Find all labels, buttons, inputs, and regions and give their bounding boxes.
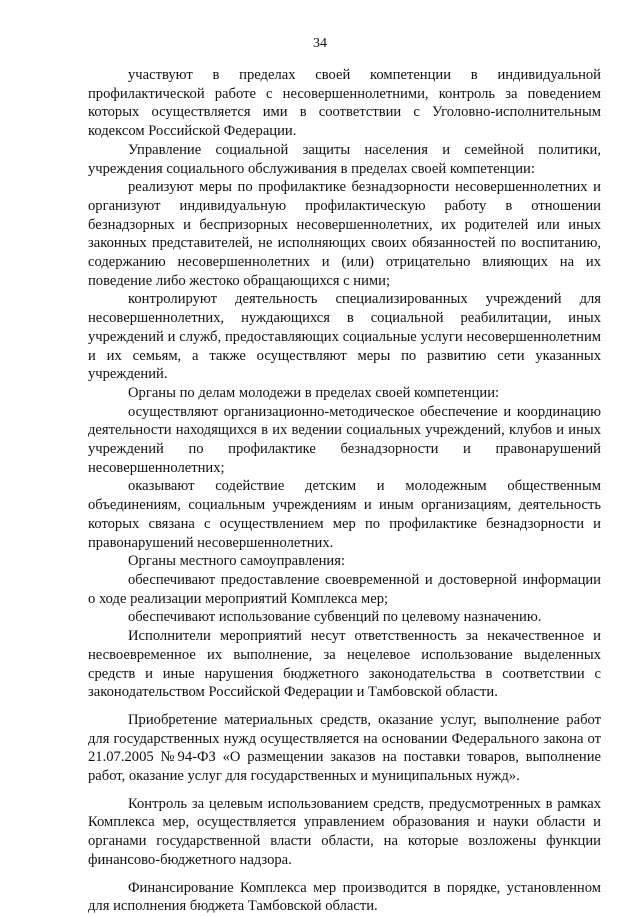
paragraph: обеспечивают использование субвенций по целевому назначению. xyxy=(128,609,542,626)
paragraph: осуществляют организационно-методическое обеспечение и координацию деятельности находящихся в их ведении социальных учреждений, клубов и иных учреждений по профилактике безнадзорности и правонарушений несовершеннолетних; xyxy=(88,403,601,476)
paragraph: Финансирование Комплекса мер производится в порядке, установленном для исполнения бюджета Тамбовской области. xyxy=(88,879,601,915)
paragraph: оказывают содействие детским и молодежным общественным объединениям, социальным учреждениям и иным организациям, деятельность которых связана с осуществлением мер по профилактике безнадзорности и правонарушений несовершеннолетних. xyxy=(88,478,601,551)
paragraph: Органы по делам молодежи в пределах своей компетенции: xyxy=(128,384,500,401)
paragraph: реализуют меры по профилактике безнадзорности несовершеннолетних и организуют индивидуальную профилактическую работу в отношении безнадзорных и беспризорных несовершеннолетних, их родителей или иных законных представителей, не исполняющих своих обязанностей по воспитанию, содержанию несовершеннолетних и (или) отрицательно влияющих на их поведение либо жестоко обращающихся с ними; xyxy=(88,179,601,289)
paragraph: Приобретение материальных средств, оказание услуг, выполнение работ для государственных нужд осуществляется на основании Федерального закона от 21.07.2005 №94-ФЗ «О размещении заказов на поставки товаров, выполнение работ, оказание услуг для государственных и муниципальных нужд». xyxy=(88,711,601,785)
page-number: 34 xyxy=(313,36,327,51)
paragraph: контролируют деятельность специализированных учреждений для несовершеннолетних, нуждающихся в социальной реабилитации, иных учреждений и служб, предоставляющих социальные услуги несовершеннолетним и их семьям, а также осуществляют меры по развитию сети указанных учреждений. xyxy=(88,291,601,383)
paragraph: Органы местного самоуправления: xyxy=(128,553,346,570)
document-body xyxy=(88,66,601,916)
paragraph: Исполнители мероприятий несут ответственность за некачественное и несвоевременное их выполнение, за нецелевое использование выделенных средств и иные нарушения бюджетного законодательства в соответствии с законодательством Российской Федерации и Тамбовской области. xyxy=(88,628,601,701)
paragraph: участвуют в пределах своей компетенции в индивидуальной профилактической работе с несовершеннолетними, контроль за поведением которых осуществляется ими в соответствии с Уголовно-исполнительным кодексом Российской Федерации. xyxy=(88,67,601,140)
paragraph: Управление социальной защиты населения и семейной политики, учреждения социального обслуживания в пределах своей компетенции: xyxy=(88,141,601,177)
paragraph: Контроль за целевым использованием средств, предусмотренных в рамках Комплекса мер, осуществляется управлением образования и науки области и органами государственной власти области, на которые возложены функции финансово-бюджетного надзора. xyxy=(88,795,601,868)
paragraph: обеспечивают предоставление своевременной и достоверной информации о ходе реализации мероприятий Комплекса мер; xyxy=(88,571,601,607)
